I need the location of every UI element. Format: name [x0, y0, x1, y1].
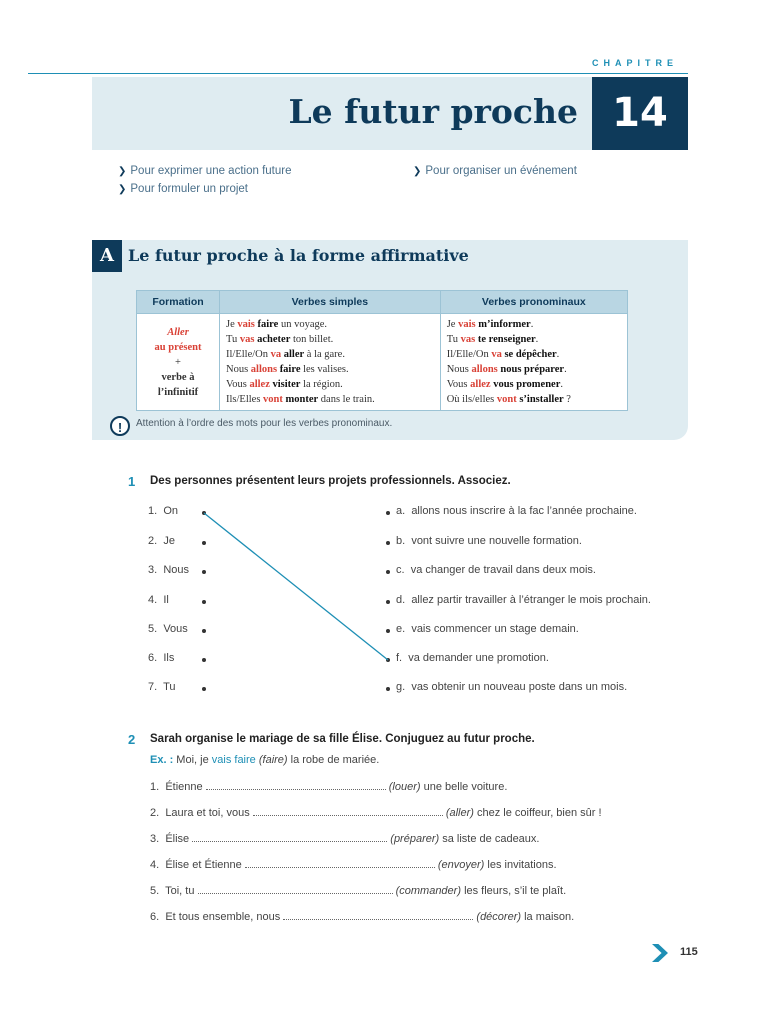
match-left-item: 6. Ils — [148, 652, 175, 664]
match-left-item: 2. Je — [148, 535, 175, 547]
answer-blank[interactable] — [245, 858, 435, 868]
fill-in-item: 6. Et tous ensemble, nous (décorer) la maison. — [150, 911, 575, 923]
fill-in-item: 3. Élise (préparer) sa liste de cadeaux. — [150, 833, 540, 845]
answer-blank[interactable] — [253, 806, 443, 816]
exercise-instruction: Sarah organise le mariage de sa fille Élise. Conjuguez au futur proche. — [150, 733, 535, 745]
conjugation-line: Je vais faire un voyage. — [226, 319, 328, 330]
exercise-number: 1 — [128, 474, 136, 489]
table-header: Verbes pronominaux — [440, 291, 627, 314]
match-right-item: a. allons nous inscrire à la fac l’année prochaine. — [396, 505, 637, 517]
conjugation-line: Il/Elle/On va aller à la gare. — [226, 349, 345, 360]
attention-icon: ! — [110, 416, 130, 436]
fill-in-item: 1. Étienne (louer) une belle voiture. — [150, 781, 508, 793]
match-left-item: 5. Vous — [148, 623, 188, 635]
section-letter: A — [92, 240, 122, 272]
conjugation-line: Vous allez visiter la région. — [226, 379, 343, 390]
chapter-number: 14 — [592, 77, 688, 150]
fill-in-item: 4. Élise et Étienne (envoyer) les invitations. — [150, 859, 557, 871]
conjugation-line: Ils/Elles vont monter dans le train. — [226, 394, 375, 405]
arrow-right-icon: ❯ — [118, 184, 127, 195]
exercise-number: 2 — [128, 732, 136, 747]
conjugation-line: Il/Elle/On va se dépêcher. — [446, 349, 560, 360]
conjugation-line: Tu vas te renseigner. — [446, 334, 539, 345]
attention-note: Attention à l’ordre des mots pour les verbes pronominaux. — [136, 418, 393, 429]
answer-blank[interactable] — [198, 884, 393, 894]
answer-blank[interactable] — [192, 832, 387, 842]
formation-cell: Aller au présent + verbe à l’infinitif — [137, 314, 220, 411]
answer-blank[interactable] — [206, 780, 386, 790]
conjugation-line: Je vais m’informer. — [446, 319, 534, 330]
objective-item: ❯ Pour exprimer une action future — [118, 165, 292, 177]
fill-in-item: 5. Toi, tu (commander) les fleurs, s’il te plaît. — [150, 885, 567, 897]
match-line — [204, 513, 388, 660]
match-right-item: f. va demander une promotion. — [396, 652, 549, 664]
match-right-item: b. vont suivre une nouvelle formation. — [396, 535, 582, 547]
conjugation-line: Où ils/elles vont s’installer ? — [446, 394, 571, 405]
example-line: Ex. : Moi, je vais faire (faire) la robe de mariée. — [150, 754, 380, 766]
arrow-right-icon: ❯ — [413, 166, 422, 177]
chapter-label: CHAPITRE — [592, 58, 679, 68]
conjugation-line: Vous allez vous promener. — [446, 379, 563, 390]
section-title: Le futur proche à la forme affirmative — [128, 246, 469, 265]
objective-item: ❯ Pour formuler un projet — [118, 183, 249, 195]
page-title: Le futur proche — [288, 92, 578, 131]
table-header: Verbes simples — [220, 291, 441, 314]
match-right-item: e. vais commencer un stage demain. — [396, 623, 579, 635]
match-right-item: g. vas obtenir un nouveau poste dans un mois. — [396, 681, 628, 693]
table-header: Formation — [137, 291, 220, 314]
fill-in-item: 2. Laura et toi, vous (aller) chez le coiffeur, bien sûr ! — [150, 807, 602, 819]
match-left-item: 3. Nous — [148, 564, 189, 576]
page-number: 115 — [680, 946, 698, 958]
match-right-item: c. va changer de travail dans deux mois. — [396, 564, 596, 576]
conjugation-line: Nous allons nous préparer. — [446, 364, 567, 375]
conjugation-line: Nous allons faire les valises. — [226, 364, 349, 375]
match-right-item: d. allez partir travailler à l’étranger le mois prochain. — [396, 594, 651, 606]
match-left-item: 7. Tu — [148, 681, 176, 693]
match-left-item: 1. On — [148, 505, 178, 517]
exercise-instruction: Des personnes présentent leurs projets professionnels. Associez. — [150, 475, 511, 487]
arrow-right-icon: ❯ — [118, 166, 127, 177]
objective-item: ❯ Pour organiser un événement — [413, 165, 577, 177]
conjugation-line: Tu vas acheter ton billet. — [226, 334, 334, 345]
answer-blank[interactable] — [283, 910, 473, 920]
match-left-item: 4. Il — [148, 594, 169, 606]
